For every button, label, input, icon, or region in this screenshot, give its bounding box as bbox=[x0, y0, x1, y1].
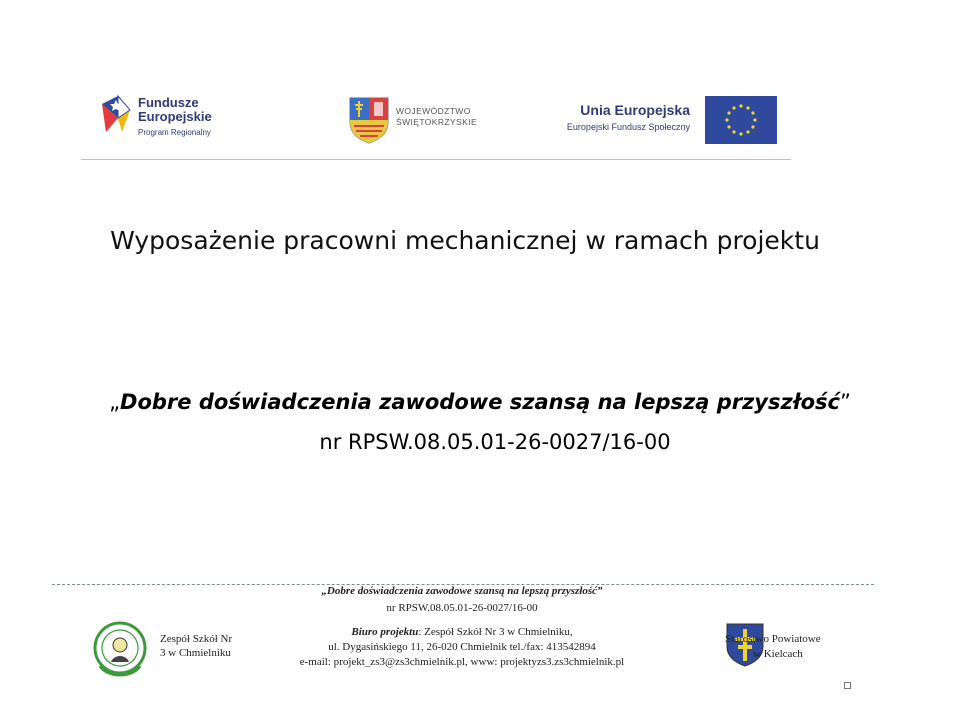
fe-line2: Europejskie bbox=[138, 109, 212, 124]
fe-line3: Program Regionalny bbox=[138, 128, 211, 137]
fe-line1: Fundusze bbox=[138, 95, 199, 110]
project-title bbox=[0, 390, 960, 414]
header-divider bbox=[81, 159, 791, 160]
school-emblem-icon bbox=[92, 618, 148, 680]
open-quote: „ bbox=[109, 390, 121, 414]
ue-line1: Unia Europejska bbox=[580, 102, 690, 118]
school-line1: Zespół Szkół Nr bbox=[160, 633, 233, 645]
logo-wojewodztwo bbox=[348, 96, 498, 144]
ws-line1: WOJEWÓDZTWO bbox=[396, 106, 471, 116]
fe-star-icon bbox=[96, 92, 136, 136]
ue-line2: Europejski Fundusz Społeczny bbox=[566, 122, 690, 132]
school-name bbox=[160, 632, 232, 660]
school-line2: 3 w Chmielniku bbox=[160, 647, 231, 659]
footer-office bbox=[262, 626, 662, 638]
logo-fundusze-europejskie bbox=[96, 88, 246, 148]
page-title: Wyposażenie pracowni mechanicznej w ramach projektu bbox=[110, 226, 820, 255]
close-quote: ” bbox=[839, 390, 851, 414]
footer-address: ul. Dygasińskiego 11, 26-020 Chmielnik tel./fax: 413542894 bbox=[328, 641, 596, 653]
footer-office-text: : Zespół Szkół Nr 3 w Chmielniku, bbox=[418, 626, 573, 638]
county-name bbox=[725, 632, 845, 662]
footer-email: e-mail: projekt_zs3@zs3chmielnik.pl, www: projektyzs3.zs3chmielnik.pl bbox=[299, 656, 625, 668]
footer-project-number: nr RPSW.08.05.01-26-0027/16-00 bbox=[386, 602, 538, 614]
county-line2: w Kielcach bbox=[753, 648, 803, 660]
project-name-text: Dobre doświadczenia zawodowe szansą na lepszą przyszłość bbox=[120, 390, 840, 414]
footer-office-label: Biuro projektu bbox=[351, 626, 419, 638]
county-line1: Starostwo Powiatowe bbox=[725, 633, 821, 645]
decorative-square bbox=[844, 682, 851, 689]
coat-of-arms-icon bbox=[348, 96, 390, 144]
logo-unia-europejska bbox=[540, 102, 690, 132]
footer-project-name: „Dobre doświadczenia zawodowe szansą na lepszą przyszłość” bbox=[321, 585, 603, 597]
eu-flag-icon bbox=[705, 96, 777, 144]
project-number: nr RPSW.08.05.01-26-0027/16-00 bbox=[319, 430, 671, 454]
ws-line2: ŚWIĘTOKRZYSKIE bbox=[396, 117, 478, 127]
